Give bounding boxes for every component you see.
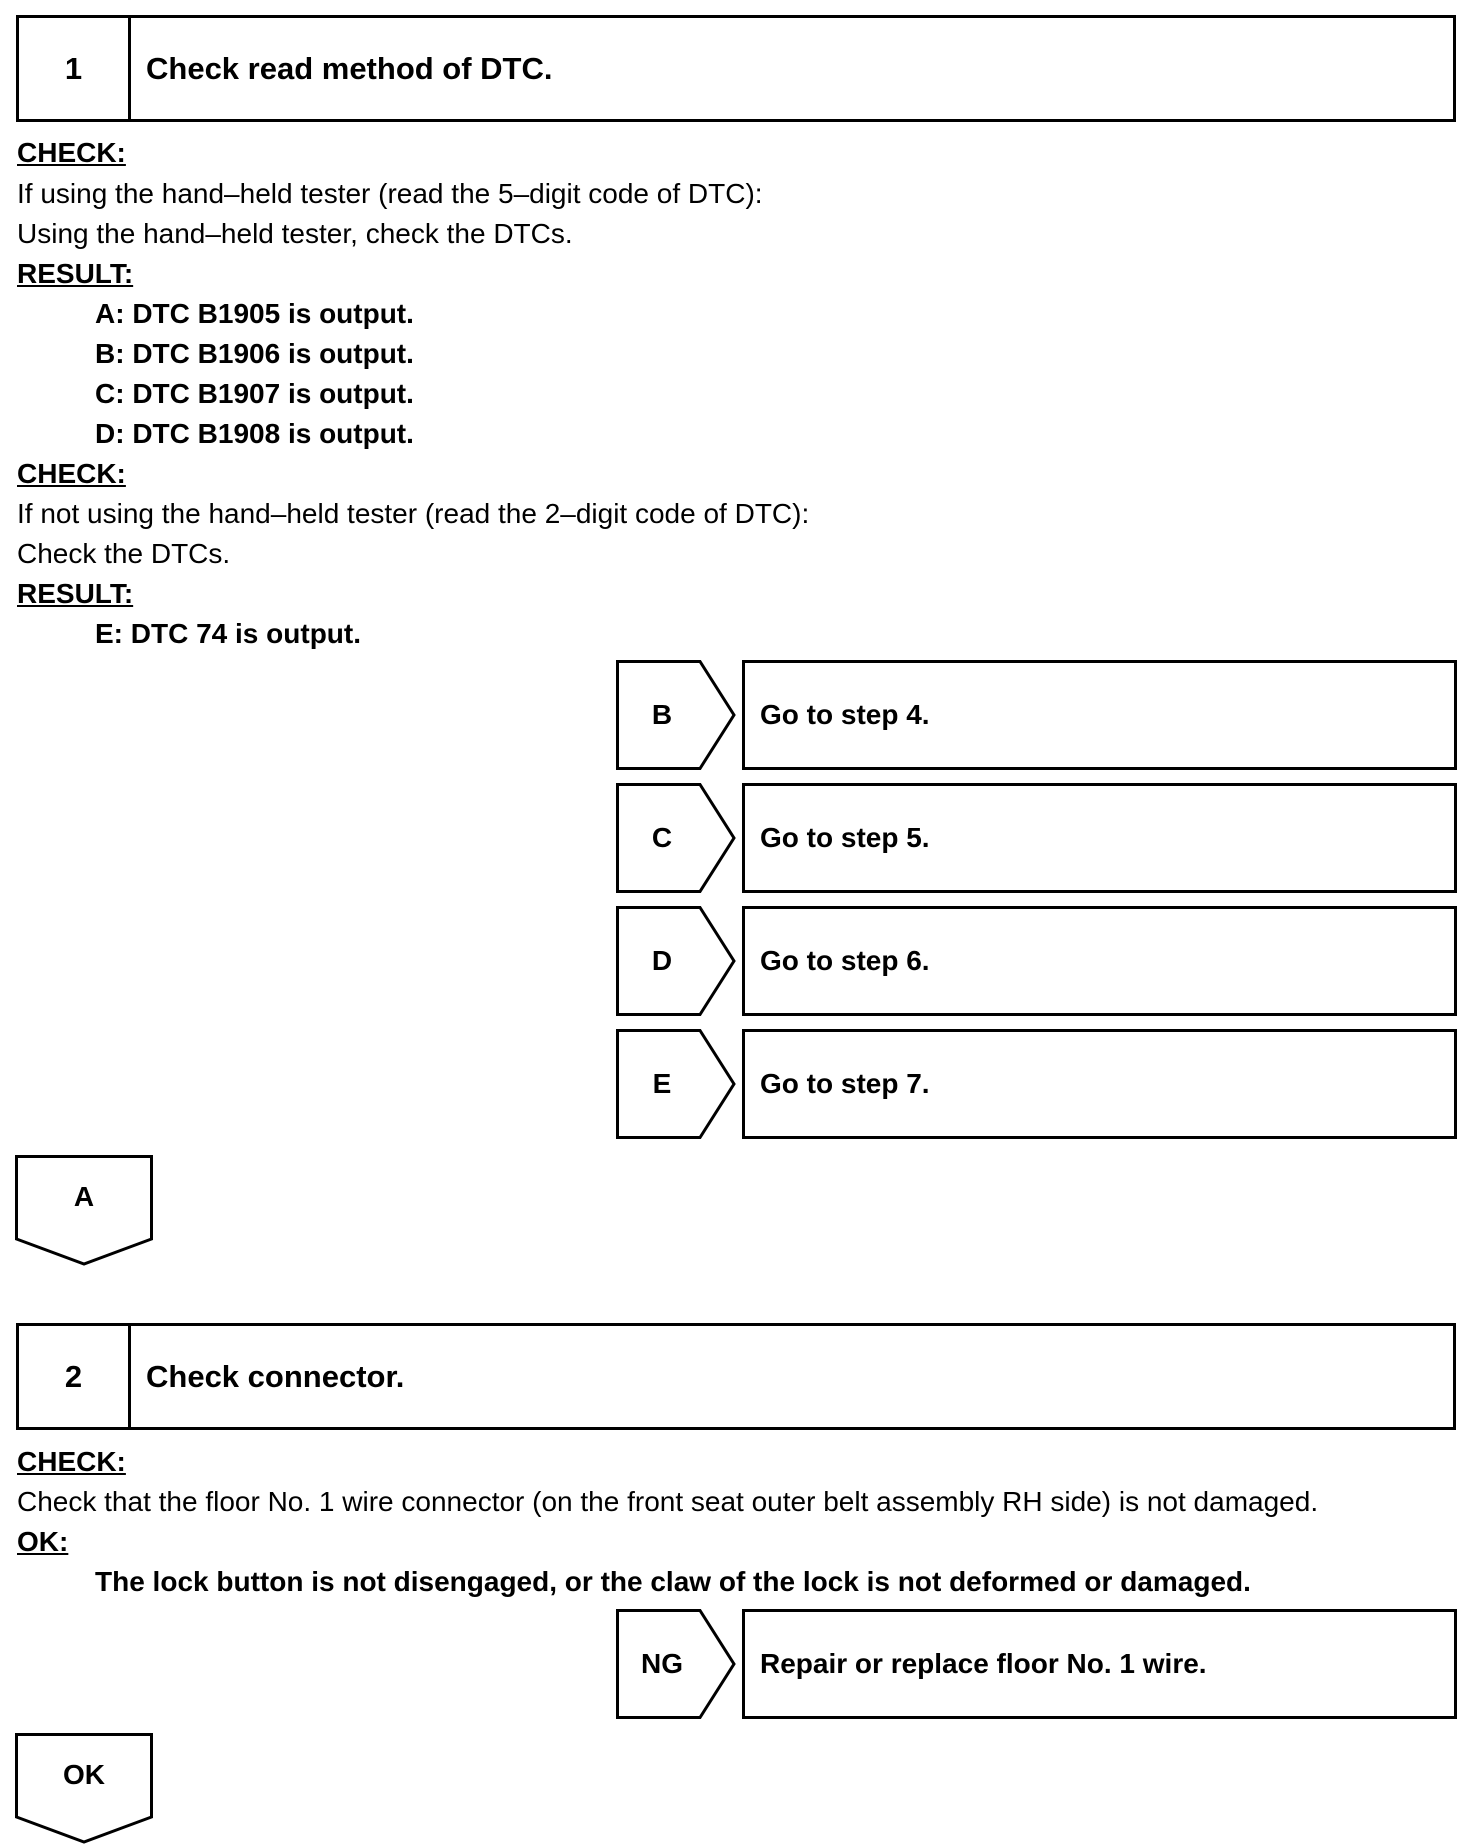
branch-action-c: Go to step 5.: [742, 783, 1457, 893]
branch-tag-label: E: [652, 1068, 672, 1099]
branch-action-e: Go to step 7.: [742, 1029, 1457, 1139]
branch-tag-label: NG: [641, 1648, 683, 1679]
continue-tag-ok: [15, 1733, 153, 1845]
branch-tag-b: [616, 660, 741, 770]
step-1-number: 1: [19, 18, 131, 119]
branch-tag-e: [616, 1029, 741, 1139]
step-2-ok-line: The lock button is not disengaged, or the claw of the lock is not deformed or damaged.: [95, 1566, 1251, 1597]
step-1-result-d: D: DTC B1908 is output.: [95, 418, 414, 449]
branch-action-d: Go to step 6.: [742, 906, 1457, 1016]
step-1-check-line-2a: If not using the hand–held tester (read the 2–digit code of DTC):: [17, 498, 810, 529]
step-2-number: 2: [19, 1326, 131, 1427]
step-2-ok-heading: OK:: [17, 1526, 69, 1557]
step-1-result-c: C: DTC B1907 is output.: [95, 378, 414, 409]
step-1-check-line-1b: Using the hand–held tester, check the DTCs.: [17, 218, 573, 249]
branch-tag-c: [616, 783, 741, 893]
branch-tag-d: [616, 906, 741, 1016]
step-1-check-heading-2: CHECK:: [17, 458, 126, 489]
step-1-result-e: E: DTC 74 is output.: [95, 618, 361, 649]
branch-action-b: Go to step 4.: [742, 660, 1457, 770]
branch-action-ng: Repair or replace floor No. 1 wire.: [742, 1609, 1457, 1719]
branch-tag-label: D: [651, 945, 673, 976]
step-1-header: [16, 15, 1456, 122]
continue-tag-label: A: [73, 1181, 95, 1212]
step-1-check-line-2b: Check the DTCs.: [17, 538, 231, 569]
step-1-title: Check read method of DTC.: [146, 50, 553, 86]
step-2-header: [16, 1323, 1456, 1430]
step-1-result-heading-2: RESULT:: [17, 578, 134, 609]
step-2-check-heading: CHECK:: [17, 1446, 126, 1477]
branch-tag-label: B: [651, 699, 673, 730]
step-2-check-line: Check that the floor No. 1 wire connector (on the front seat outer belt assembly RH side) is not damaged.: [17, 1486, 1319, 1517]
continue-tag-a: [15, 1155, 153, 1267]
step-1-check-line-1a: If using the hand–held tester (read the 5–digit code of DTC):: [17, 178, 763, 209]
step-1-result-a: A: DTC B1905 is output.: [95, 298, 414, 329]
continue-tag-label: OK: [63, 1759, 105, 1790]
step-2-title: Check connector.: [146, 1358, 405, 1394]
step-1-check-heading-1: CHECK:: [17, 137, 126, 168]
branch-tag-label: C: [651, 822, 673, 853]
branch-tag-ng: [616, 1609, 741, 1719]
step-1-result-heading-1: RESULT:: [17, 258, 134, 289]
step-1-result-b: B: DTC B1906 is output.: [95, 338, 414, 369]
